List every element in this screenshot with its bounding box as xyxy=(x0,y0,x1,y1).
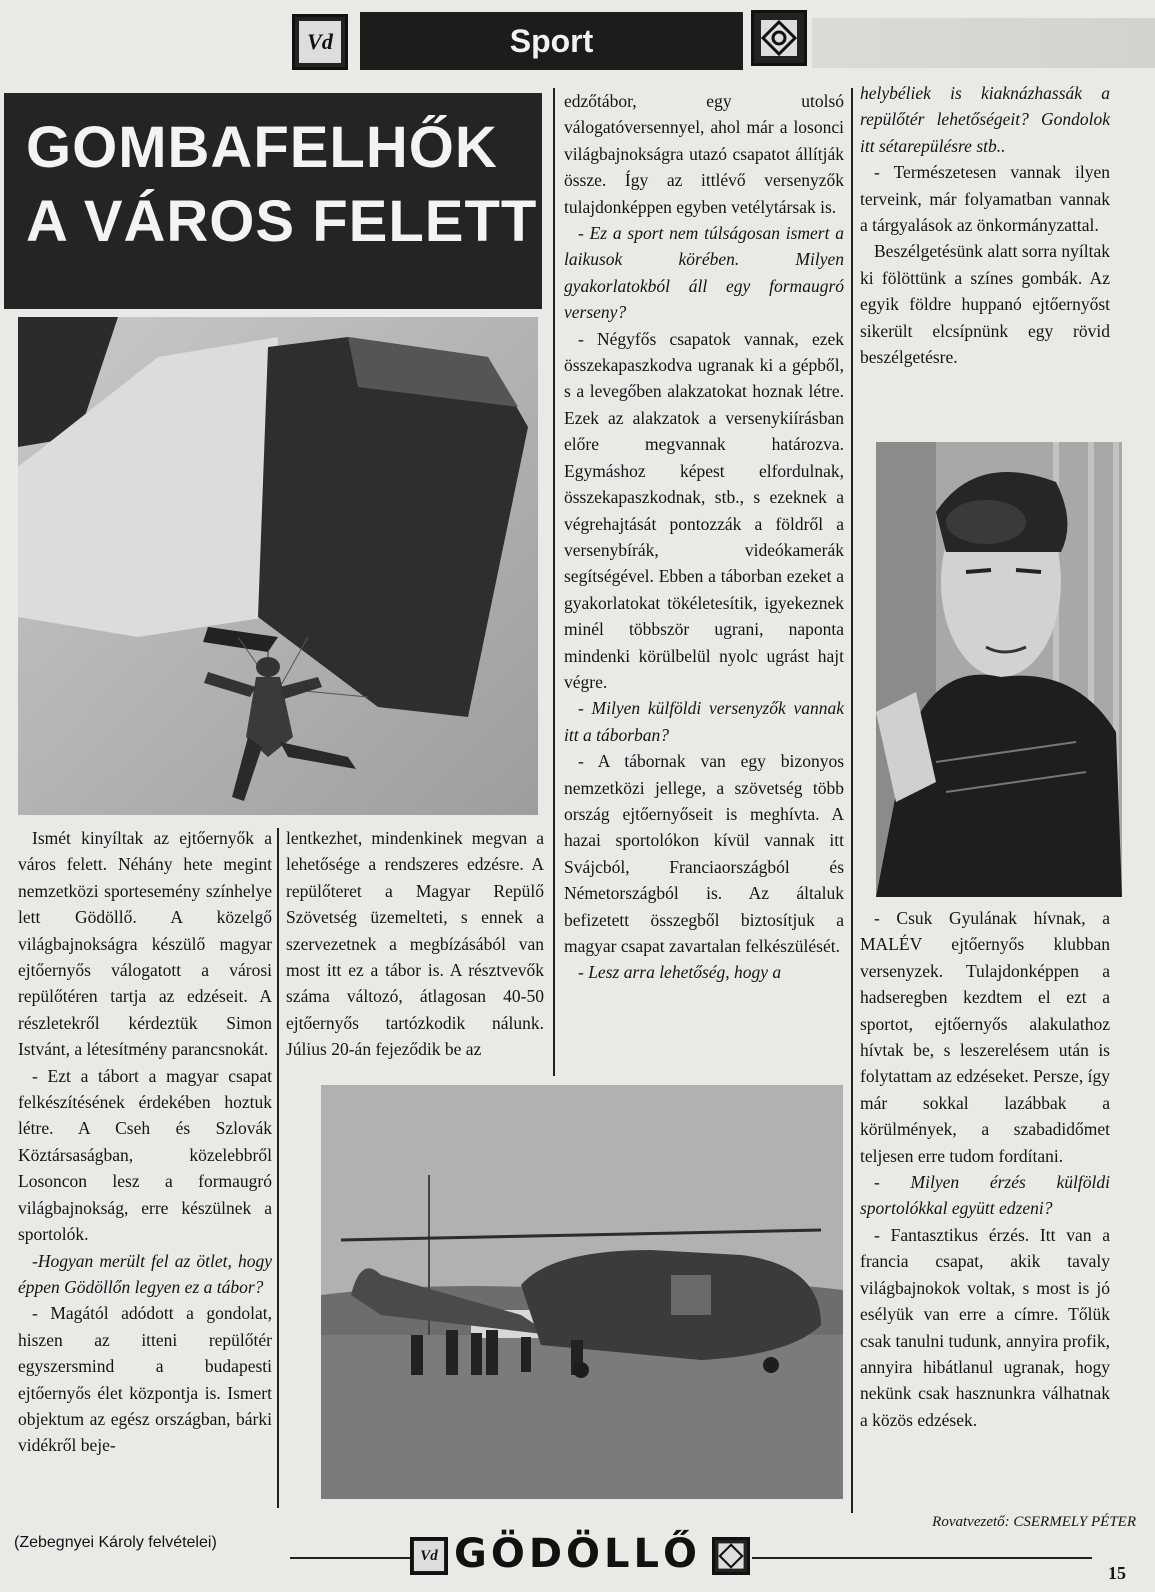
paragraph: lentkezhet, mindenkinek megvan a lehetősége a rendszeres edzésre. A repülőteret a Magyar Repülő Szövetség üzemelteti, s ennek a szervezetnek a megbízásából van most itt ez a tábor is. A résztvevők száma változó, átlagosan 40-50 ejtőernyős tartózkodik nálunk. Július 20-án fejeződik be az xyxy=(286,828,544,1060)
paragraph: - Csuk Gyulának hívnak, a MALÉV ejtőernyős klubban versenyzek. Tulajdonképpen a hadseregben kezdtem el ezt a sportot, ejtőernyős alakulathoz hívtak be, s leszerelésem után is folytattam az edzéseket. Persze, így már sokkal lazábbak a körülmények, a szabadidőmet teljesen erre tudom fordítani. xyxy=(860,908,1110,1166)
section-label: Sport xyxy=(509,22,594,59)
adjacent-page-fragment xyxy=(812,18,1155,68)
helicopter-photo xyxy=(321,1085,843,1499)
headline xyxy=(4,93,542,309)
headline-line-1: GOMBAFELHŐK xyxy=(26,115,498,180)
parachutist-portrait xyxy=(876,442,1122,897)
headline-line-2: A VÁROS FELETT xyxy=(26,189,538,254)
header-logo-left xyxy=(292,14,348,70)
article-column-4-bottom xyxy=(860,905,1110,1433)
parachute-photo xyxy=(18,317,538,815)
paragraph: - Négyfős csapatok vannak, ezek összekapaszkodva ugranak ki a gépből, s a levegőben alakzatokat hoznak létre. Ezek az alakzatok a versenykiírásban előre megvannak határozva. Egymáshoz képest elfordulnak, összekapaszkodnak, stb., s ezeknek a végrehajtását pontozzák a földről a versenybírák, videókamerák segítségével. Ebben a táborban ezeket a gyakorlatokat tökéletesítik, igyekeznek minél többször ugrani, naponta mindenki körülbelül nyolc ugrást hajt végre. xyxy=(564,328,844,692)
logo-mark: Vd xyxy=(299,21,341,63)
footer-rule-left xyxy=(290,1557,410,1559)
footer-rule-right xyxy=(752,1557,1092,1559)
paragraph: edzőtábor, egy utolsó válogatóversennyel, ahol már a losonci világbajnokságra utazó csapatot állítják össze. Így az ittlévő versenyzők tulajdonképpen egyben vetélytársak is. xyxy=(564,91,844,217)
paragraph: - A tábornak van egy bizonyos nemzetközi jellege, a szövetség több ország ejtőernyőseit is meghívta. A hazai sportolókon kívül vannak itt Svájcból, Franciaországból és Németországból is. Az általuk befizetett összegből biztosítjuk a magyar csapat zavartalan felkészülését. xyxy=(564,751,844,956)
editor-credit xyxy=(846,1514,1136,1531)
question: - Milyen érzés külföldi sportolókkal együtt edzeni? xyxy=(860,1172,1110,1219)
page-number-text: 15 xyxy=(1108,1563,1126,1583)
footer-masthead-text: GÖDÖLLŐ xyxy=(454,1531,702,1577)
ornament-icon xyxy=(759,18,799,58)
question: -Hogyan merült fel az ötlet, hogy éppen Gödöllőn legyen ez a tábor? xyxy=(18,1250,272,1297)
column-divider xyxy=(553,88,555,1076)
article-column-4-top xyxy=(860,80,1110,370)
paragraph: - Ezt a tábort a magyar csapat felkészítésének érdekében hoztuk létre. A Cseh és Szlovák Köztársaságban, közelebbről Losoncon lesz a formaugró világbajnokság, erre készülnek a sportolók. xyxy=(18,1065,272,1245)
section-title xyxy=(360,12,743,70)
paragraph: Ismét kinyíltak az ejtőernyők a város felett. Néhány hete megint nemzetközi sportesemény színhelye lett Gödöllő. A közelgő világbajnokságra készülő magyar ejtőernyős válogatott a városi repülőtéren tartja az edzéseit. A részletekről kérdeztük Simon Istvánt, a létesítmény parancsnokát. xyxy=(18,828,272,1060)
header-logo-right xyxy=(751,10,807,66)
article-column-3 xyxy=(564,88,844,986)
question: - Lesz arra lehetőség, hogy a xyxy=(578,962,782,983)
footer-logo-right xyxy=(712,1537,750,1575)
paragraph: - Fantasztikus érzés. Itt van a francia csapat, akik tavaly világbajnokok voltak, s most is jó esélyük van erre a címre. Tőlük csak tanulni tudunk, annyira profik, annyira hibátlanul ugranak, hogy nekünk csak hasznunkra válhatnak a közös edzések. xyxy=(860,1224,1110,1430)
paragraph: - Magától adódott a gondolat, hiszen az itteni repülőtér egyszersmind a budapesti ejtőernyős élet központja is. Ismert objektum az egész országban, bárki vidékről beje- xyxy=(18,1303,272,1456)
question: - Milyen külföldi versenyzők vannak itt a táborban? xyxy=(564,698,844,745)
column-divider xyxy=(851,88,853,1513)
logo-mark: Vd xyxy=(414,1541,444,1571)
paragraph: Beszélgetésünk alatt sorra nyíltak ki fölöttünk a színes gombák. Az egyik földre huppanó ejtőernyőst sikerült elcsípnünk egy rövid beszélgetésre. xyxy=(860,241,1110,368)
article-column-1 xyxy=(18,825,272,1459)
question: helybéliek is kiaknázhassák a repülőtér lehetőségeit? Gondolok itt sétarepülésre stb.. xyxy=(860,83,1110,156)
footer-masthead xyxy=(454,1531,701,1577)
photo-credit-text: (Zebegnyei Károly felvételei) xyxy=(14,1534,217,1551)
footer-logo-left xyxy=(410,1537,448,1575)
question: - Ez a sport nem túlságosan ismert a laikusok körében. Milyen gyakorlatokból áll egy formaugró verseny? xyxy=(564,223,844,323)
photo-credit xyxy=(14,1534,304,1552)
column-divider xyxy=(277,828,279,1508)
ornament-icon xyxy=(717,1542,745,1570)
paragraph: - Természetesen vannak ilyen terveink, már folyamatban vannak a tárgyalások az önkormányzattal. xyxy=(860,162,1110,236)
page-number xyxy=(1108,1563,1126,1584)
article-column-2 xyxy=(286,825,544,1063)
editor-credit-text: Rovatvezető: CSERMELY PÉTER xyxy=(932,1514,1136,1530)
